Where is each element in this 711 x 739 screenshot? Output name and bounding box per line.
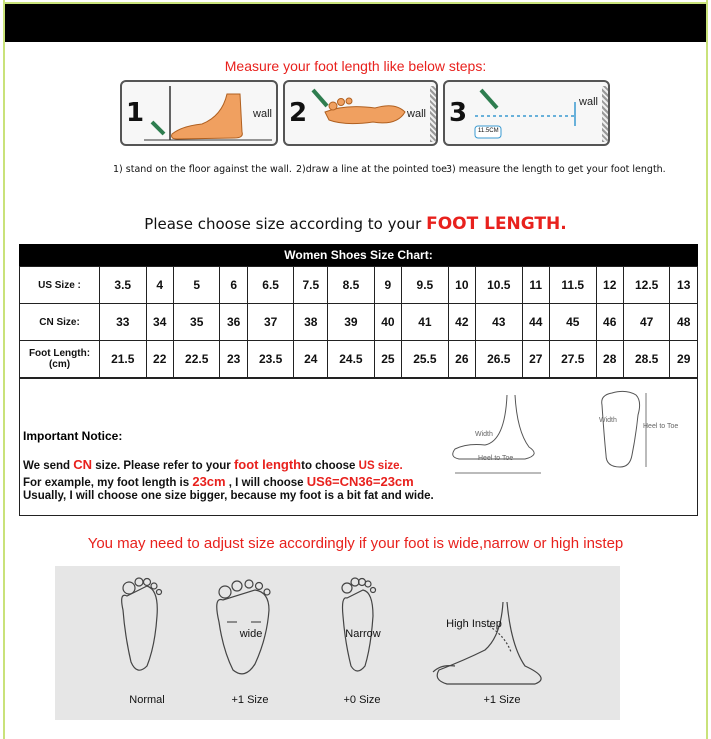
text-red: US6=CN36=23cm bbox=[306, 474, 414, 489]
text-red: 23cm bbox=[192, 474, 226, 489]
foot-caption-normal: Normal bbox=[129, 694, 165, 706]
table-cell: 12 bbox=[596, 267, 623, 304]
text: to choose bbox=[301, 460, 359, 472]
text: size. Please refer to your bbox=[92, 460, 234, 472]
table-cell: 27 bbox=[522, 341, 549, 378]
table-cell: 29 bbox=[670, 341, 698, 378]
table-cell: 25.5 bbox=[402, 341, 449, 378]
notice-line-3: Usually, I will choose one size bigger, because my foot is a bit fat and wide. bbox=[23, 490, 434, 502]
table-cell: 26.5 bbox=[476, 341, 523, 378]
heel-to-toe-label-2: Heel to Toe bbox=[643, 423, 679, 430]
text-red: CN bbox=[73, 457, 93, 472]
table-row-us bbox=[20, 267, 698, 304]
foot-inner-instep: High Instep bbox=[446, 618, 502, 630]
step-number: 3 bbox=[449, 98, 468, 128]
table-cell: 22.5 bbox=[173, 341, 220, 378]
step-2-caption: 2)draw a line at the pointed toe bbox=[296, 164, 447, 175]
table-cell: 4 bbox=[146, 267, 173, 304]
step-3-panel bbox=[443, 80, 610, 146]
heel-to-toe-label: Heel to Toe bbox=[478, 455, 514, 462]
adjust-size-note: You may need to adjust size accordingly if your foot is wide,narrow or high instep bbox=[87, 535, 624, 552]
width-label-2: Width bbox=[599, 417, 617, 424]
table-cell: 3.5 bbox=[100, 267, 147, 304]
table-cell: 48 bbox=[670, 304, 698, 341]
size-chart-title: Women Shoes Size Chart: bbox=[19, 244, 698, 266]
table-cell: 25 bbox=[374, 341, 401, 378]
table-cell: 10 bbox=[448, 267, 475, 304]
step-number: 2 bbox=[289, 98, 308, 128]
step-1-panel bbox=[120, 80, 278, 146]
table-cell: 37 bbox=[247, 304, 294, 341]
step-2-panel bbox=[283, 80, 438, 146]
table-cell: 6.5 bbox=[247, 267, 294, 304]
table-cell: 7.5 bbox=[294, 267, 328, 304]
table-cell: 46 bbox=[596, 304, 623, 341]
foot-caption-instep: +1 Size bbox=[483, 694, 521, 706]
foot-caption-narrow: +0 Size bbox=[343, 694, 381, 706]
table-cell: 6 bbox=[220, 267, 247, 304]
row-label-line2: (cm) bbox=[48, 359, 71, 370]
foot-caption-wide: +1 Size bbox=[231, 694, 269, 706]
size-chart-table bbox=[19, 266, 698, 378]
step-number: 1 bbox=[126, 98, 145, 128]
foot-side-diagram-icon bbox=[445, 391, 555, 481]
measure-tag: 11.5CM bbox=[478, 128, 499, 134]
row-label: US Size : bbox=[20, 267, 100, 304]
table-cell: 33 bbox=[100, 304, 147, 341]
table-cell: 42 bbox=[448, 304, 475, 341]
table-cell: 27.5 bbox=[549, 341, 596, 378]
table-cell: 13 bbox=[670, 267, 698, 304]
row-label-line1: Foot Length: bbox=[28, 348, 91, 359]
foot-top-diagram-icon bbox=[592, 385, 652, 475]
table-row-cn bbox=[20, 304, 698, 341]
foot-types-panel bbox=[55, 566, 620, 720]
table-cell: 40 bbox=[374, 304, 401, 341]
measure-instruction: Measure your foot length like below steps: bbox=[224, 58, 487, 74]
choose-prefix: Please choose size according to your bbox=[144, 215, 427, 233]
table-cell: 26 bbox=[448, 341, 475, 378]
table-row-foot-length bbox=[20, 341, 698, 378]
table-cell: 44 bbox=[522, 304, 549, 341]
text: We send bbox=[23, 460, 74, 472]
choose-size-heading bbox=[0, 214, 711, 234]
step-3-caption: 3) measure the length to get your foot length. bbox=[446, 164, 666, 175]
table-cell: 23 bbox=[220, 341, 247, 378]
width-label: Width bbox=[475, 431, 493, 438]
choose-highlight: FOOT LENGTH. bbox=[426, 214, 567, 234]
table-cell: 24 bbox=[294, 341, 328, 378]
table-cell: 22 bbox=[146, 341, 173, 378]
table-cell: 24.5 bbox=[328, 341, 375, 378]
wall-label: wall bbox=[579, 96, 598, 108]
text-red: foot length bbox=[233, 457, 302, 472]
table-cell: 11 bbox=[522, 267, 549, 304]
table-cell: 23.5 bbox=[247, 341, 294, 378]
notice-line-2 bbox=[23, 474, 414, 489]
table-cell: 43 bbox=[476, 304, 523, 341]
notice-title: Important Notice: bbox=[23, 429, 123, 443]
table-cell: 38 bbox=[294, 304, 328, 341]
row-label: CN Size: bbox=[20, 304, 100, 341]
table-cell: 5 bbox=[173, 267, 220, 304]
foot-inner-wide: wide bbox=[239, 628, 263, 640]
table-cell: 21.5 bbox=[100, 341, 147, 378]
table-cell: 47 bbox=[623, 304, 670, 341]
table-cell: 28 bbox=[596, 341, 623, 378]
table-cell: 9.5 bbox=[402, 267, 449, 304]
table-cell: 12.5 bbox=[623, 267, 670, 304]
table-cell: 11.5 bbox=[549, 267, 596, 304]
table-cell: 34 bbox=[146, 304, 173, 341]
text: , I will choose bbox=[225, 477, 307, 489]
text: For example, my foot length is bbox=[23, 477, 193, 489]
row-label bbox=[20, 341, 100, 378]
table-cell: 35 bbox=[173, 304, 220, 341]
important-notice-box bbox=[19, 378, 698, 516]
table-cell: 28.5 bbox=[623, 341, 670, 378]
table-cell: 41 bbox=[402, 304, 449, 341]
wall-label: wall bbox=[407, 108, 426, 120]
measure-steps bbox=[120, 80, 610, 146]
table-cell: 39 bbox=[328, 304, 375, 341]
foot-inner-narrow: Narrow bbox=[345, 628, 381, 640]
text-red: US size. bbox=[358, 460, 403, 472]
step-1-caption: 1) stand on the floor against the wall. bbox=[113, 164, 292, 175]
table-cell: 45 bbox=[549, 304, 596, 341]
wall-label: wall bbox=[253, 108, 272, 120]
notice-line-1 bbox=[23, 457, 403, 472]
measure-line-icon bbox=[445, 82, 610, 146]
table-cell: 10.5 bbox=[476, 267, 523, 304]
top-black-bar bbox=[5, 2, 706, 42]
table-cell: 9 bbox=[374, 267, 401, 304]
table-cell: 36 bbox=[220, 304, 247, 341]
table-cell: 8.5 bbox=[328, 267, 375, 304]
